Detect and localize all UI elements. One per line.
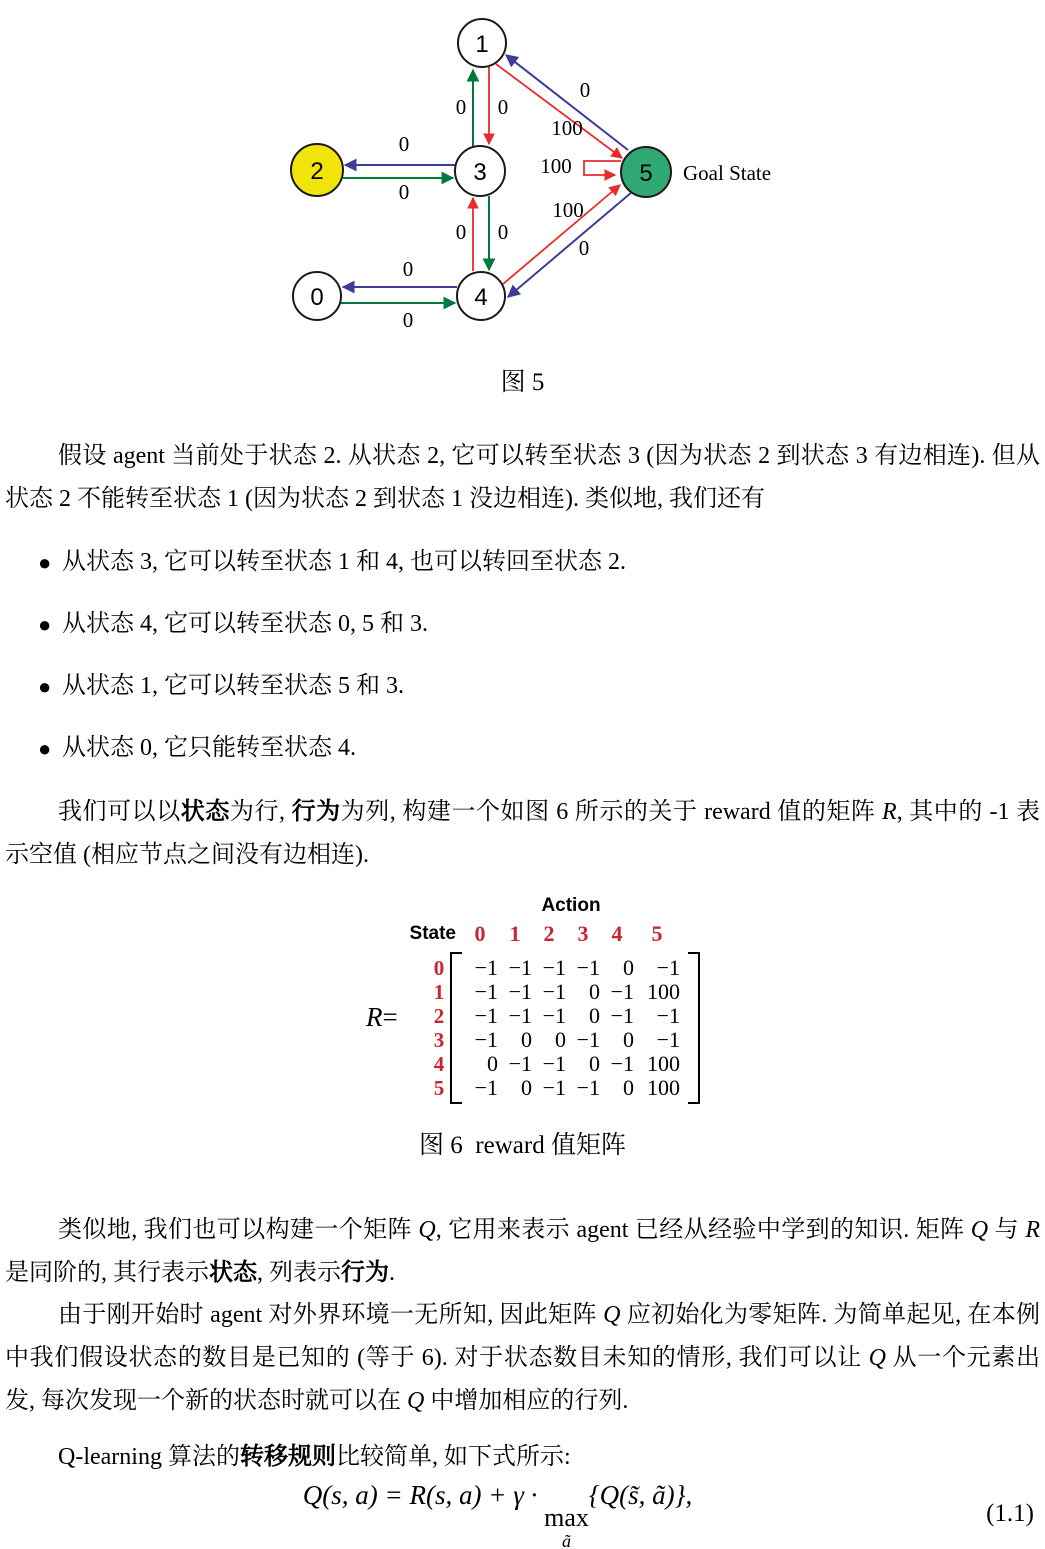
edge-label: 0 — [497, 95, 509, 119]
edge-1-to-5 — [496, 64, 622, 158]
matrix-r-equals: = — [382, 1002, 398, 1032]
matrix-cell: −1 — [508, 1051, 532, 1076]
text-segment: Q — [868, 1345, 886, 1371]
list-item — [5, 727, 1040, 770]
text-segment: Q — [603, 1302, 621, 1328]
text-segment: 行为 — [341, 1260, 389, 1286]
text-segment: Q — [970, 1217, 989, 1243]
text-segment: R — [1025, 1217, 1041, 1243]
state-node-label: 0 — [310, 284, 324, 311]
text-segment: 状态 — [209, 1260, 257, 1286]
matrix-cell: 0 — [555, 1027, 566, 1052]
matrix-cell: 0 — [623, 1027, 634, 1052]
matrix-cell: −1 — [474, 1075, 498, 1100]
matrix-column-header: 1 — [509, 921, 521, 946]
state-graph-figure — [0, 0, 1045, 350]
matrix-cell: −1 — [656, 1003, 680, 1028]
matrix-r-label — [366, 1002, 398, 1033]
matrix-cell: −1 — [474, 1003, 498, 1028]
bullet-icon: ● — [38, 612, 52, 637]
matrix-row-label: 3 — [433, 1028, 445, 1052]
list-item — [5, 665, 1040, 708]
text-segment: 比较简单, 如下式所示: — [335, 1444, 571, 1470]
matrix-cell: 100 — [647, 1051, 680, 1076]
edge-label: 0 — [402, 257, 414, 281]
matrix-row-label: 4 — [433, 1052, 445, 1076]
bullet-icon: ● — [38, 736, 52, 761]
edge-label: 0 — [402, 308, 414, 332]
text-segment: , 列表示 — [257, 1260, 341, 1286]
edge-label: 0 — [398, 132, 410, 156]
matrix-cell: −1 — [542, 1051, 566, 1076]
text-segment: 与 — [988, 1217, 1026, 1243]
matrix-cell: −1 — [576, 1027, 600, 1052]
q-learning-update-equation — [303, 1480, 692, 1549]
max-operator-name: max — [544, 1503, 589, 1533]
matrix-action-label: Action — [541, 895, 601, 916]
matrix-cell: −1 — [656, 955, 680, 980]
matrix-row-label: 2 — [433, 1004, 445, 1028]
text-segment: Q — [418, 1217, 436, 1243]
matrix-row-label: 5 — [433, 1076, 445, 1100]
matrix-cell: 100 — [647, 979, 680, 1004]
matrix-cell: −1 — [542, 979, 566, 1004]
matrix-column-header: 2 — [543, 921, 555, 946]
matrix-cell: 0 — [521, 1027, 532, 1052]
matrix-cell: −1 — [508, 1003, 532, 1028]
paragraph-1 — [5, 435, 1040, 521]
matrix-cell: −1 — [508, 955, 532, 980]
matrix-cell: −1 — [474, 1027, 498, 1052]
matrix-cell: −1 — [610, 1051, 634, 1076]
edge-label: 100 — [540, 154, 572, 178]
matrix-cell: −1 — [576, 1075, 600, 1100]
state-node-label: 3 — [473, 159, 487, 186]
matrix-cell: 0 — [589, 979, 600, 1004]
edge-label: 0 — [578, 236, 590, 260]
matrix-state-label: State — [409, 923, 456, 944]
transition-bullet-list — [5, 541, 1040, 789]
list-item-text: 从状态 1, 它可以转至状态 5 和 3. — [62, 673, 404, 699]
text-segment: . — [389, 1260, 395, 1286]
figure6-caption — [0, 1131, 1045, 1161]
figure6-caption-title: reward 值矩阵 — [475, 1132, 626, 1159]
edge-label: 0 — [455, 95, 467, 119]
matrix-column-header: 4 — [611, 921, 623, 946]
text-segment: 为列, 构建一个如图 6 所示的关于 reward 值的矩阵 — [340, 799, 883, 825]
text-segment: 转移规则 — [239, 1444, 336, 1470]
text-segment: 应初始化为零矩阵. 为简单起见, 在本例中我们假设状态的数目是已知的 (等于 6). 对于状态数目未知的情形, 我们可以让 — [5, 1302, 1040, 1371]
matrix-cell: −1 — [656, 1027, 680, 1052]
matrix-row-label: 1 — [433, 980, 445, 1004]
edge-label: 0 — [579, 78, 591, 102]
matrix-cell: −1 — [474, 955, 498, 980]
list-item-text: 从状态 0, 它只能转至状态 4. — [62, 735, 356, 761]
matrix-column-headers — [462, 921, 680, 947]
matrix-grid — [462, 952, 688, 1104]
goal-state-label: Goal State — [683, 161, 772, 185]
text-segment: Q — [407, 1388, 425, 1414]
matrix-cell: −1 — [610, 979, 634, 1004]
equation-block — [5, 1482, 1040, 1548]
edge-label: 0 — [497, 220, 509, 244]
equation-number: (1.1) — [986, 1500, 1034, 1527]
text-segment: 假设 agent 当前处于状态 2. 从状态 2, 它可以转至状态 3 (因为状态 2 到状态 3 有边相连). 但从状态 2 不能转至状态 1 (因为状态 2 到状态 1 没边相连). 类似地, 我们还有 — [5, 443, 1040, 512]
max-operator — [544, 1504, 589, 1549]
state-node-label: 4 — [474, 284, 488, 311]
text-segment: R — [882, 799, 897, 825]
matrix-cell: 0 — [487, 1051, 498, 1076]
matrix-r-var: R — [366, 1002, 383, 1032]
edge-label: 100 — [552, 198, 584, 222]
edge-5-self-loop — [584, 161, 621, 175]
matrix-row-label: 0 — [433, 956, 445, 980]
matrix-cell: 0 — [521, 1075, 532, 1100]
text-segment: , 其中的 -1 表示空值 (相应节点之间没有边相连). — [5, 799, 1041, 868]
matrix-column-header: 3 — [577, 921, 589, 946]
text-segment: 中增加相应的行列. — [424, 1388, 629, 1414]
text-segment: 从一个元素出发, 每次发现一个新的状态时就可以在 — [5, 1345, 1040, 1414]
matrix-column-header: 5 — [651, 921, 663, 946]
matrix-cell: −1 — [542, 955, 566, 980]
paragraph-4 — [5, 1294, 1040, 1423]
matrix-column-header: 0 — [474, 921, 486, 946]
bullet-icon: ● — [38, 550, 52, 575]
paragraph-3 — [5, 1209, 1040, 1295]
text-segment: 由于刚开始时 agent 对外界环境一无所知, 因此矩阵 — [58, 1302, 604, 1328]
edge-label: 0 — [455, 220, 467, 244]
text-segment: 状态 — [180, 799, 230, 825]
edge-label: 100 — [551, 116, 583, 140]
list-item — [5, 603, 1040, 646]
matrix-cell: −1 — [474, 979, 498, 1004]
bullet-icon: ● — [38, 674, 52, 699]
text-segment: 是同阶的, 其行表示 — [5, 1260, 209, 1286]
paragraph-2 — [5, 791, 1040, 877]
figure6-caption-label: 图 6 — [419, 1132, 463, 1159]
text-segment: , 它用来表示 agent 已经从经验中学到的知识. 矩阵 — [435, 1217, 971, 1243]
text-segment: 为行, — [229, 799, 292, 825]
matrix-bracket-left — [450, 952, 462, 1104]
text-segment: 类似地, 我们也可以构建一个矩阵 — [58, 1217, 419, 1243]
paragraph-5 — [5, 1436, 1040, 1479]
matrix-cell: 0 — [623, 955, 634, 980]
list-item-text: 从状态 3, 它可以转至状态 1 和 4, 也可以转回至状态 2. — [62, 549, 626, 575]
matrix-cell: 100 — [647, 1075, 680, 1100]
text-segment: Q-learning 算法的 — [58, 1444, 240, 1470]
state-node-label: 5 — [639, 160, 653, 187]
reward-matrix — [450, 952, 700, 1104]
text-segment: 我们可以以 — [58, 799, 181, 825]
figure5-caption: 图 5 — [500, 369, 545, 396]
matrix-cell: −1 — [542, 1003, 566, 1028]
equation-rhs: {Q(s̃, ã)}, — [588, 1480, 693, 1511]
list-item-text: 从状态 4, 它可以转至状态 0, 5 和 3. — [62, 611, 428, 637]
equation-lhs: Q(s, a) = R(s, a) + γ · — [302, 1480, 545, 1511]
matrix-cell: −1 — [542, 1075, 566, 1100]
matrix-cell: 0 — [623, 1075, 634, 1100]
state-node-label: 2 — [310, 158, 324, 185]
matrix-cell: 0 — [589, 1003, 600, 1028]
list-item — [5, 541, 1040, 584]
text-segment: 行为 — [291, 799, 341, 825]
matrix-bracket-right — [688, 952, 700, 1104]
matrix-cell: 0 — [589, 1051, 600, 1076]
max-operator-subscript: ã — [561, 1530, 571, 1549]
matrix-cell: −1 — [576, 955, 600, 980]
matrix-cell: −1 — [508, 979, 532, 1004]
edge-label: 0 — [398, 180, 410, 204]
matrix-cell: −1 — [610, 1003, 634, 1028]
state-node-label: 1 — [475, 31, 489, 58]
